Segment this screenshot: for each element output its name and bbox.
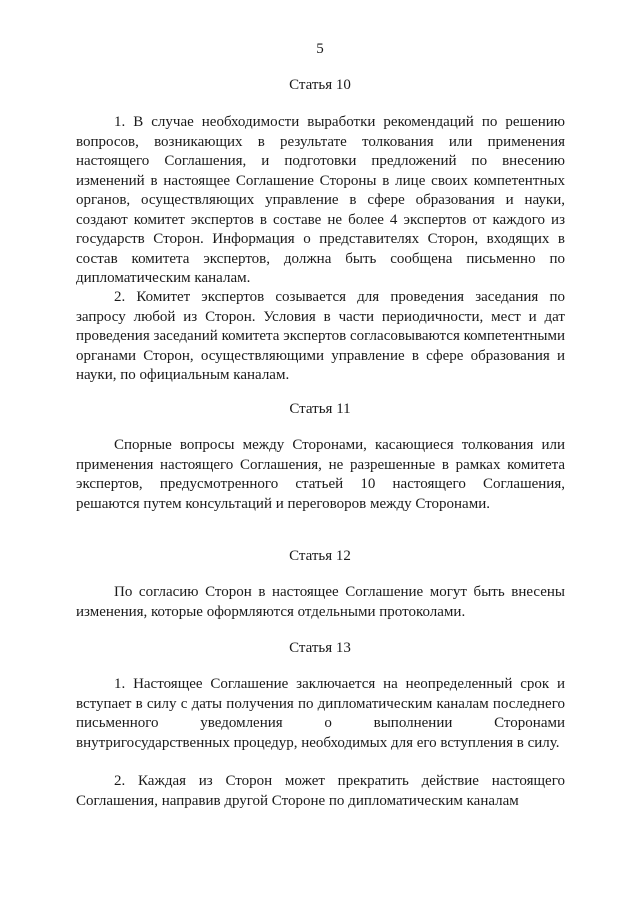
article-11-paragraph-1: Спорные вопросы между Сторонами, касающиеся толкования или применения настоящего Соглашения, не разрешенные в рамках комитета экспертов, предусмотренного статьей 10 настоящего Соглашения, решаются путем консультаций и переговоров между Сторонами. — [76, 437, 565, 512]
article-10-paragraph-2: 2. Комитет экспертов созывается для проведения заседания по запросу любой из Сторон. Условия в части периодичности, мест и дат проведения заседаний комитета экспертов согласовываются компетентными органами Сторон, осуществляющими управление в сфере образования и науки, по официальным каналам. — [76, 289, 565, 383]
article-12-paragraph-1: По согласию Сторон в настоящее Соглашение могут быть внесены изменения, которые оформляются отдельными протоколами. — [76, 584, 565, 620]
article-12-heading: Статья 12 — [289, 548, 351, 564]
article-13-paragraph-1: 1. Настоящее Соглашение заключается на неопределенный срок и вступает в силу с даты получения по дипломатическим каналам последнего письменного уведомления о выполнении Сторонами внутригосударственных процедур, необходимых для его вступления в силу. — [76, 676, 565, 751]
article-10-paragraph-1: 1. В случае необходимости выработки рекомендаций по решению вопросов, возникающих в результате толкования или применения настоящего Соглашения, и подготовки предложений по внесению изменений в настоящее Соглашение Стороны в лице своих компетентных органов, осуществляющих управление в сфере образования и науки, создают комитет экспертов в составе не более 4 экспертов от каждого из государств Сторон. Информация о представителях Сторон, входящих в состав комитета экспертов, должна быть сообщена письменно по дипломатическим каналам. — [76, 114, 565, 286]
article-11-heading: Статья 11 — [289, 401, 351, 417]
article-13-paragraph-2: 2. Каждая из Сторон может прекратить действие настоящего Соглашения, направив другой Стороне по дипломатическим каналам — [76, 773, 565, 809]
article-13-heading: Статья 13 — [289, 640, 351, 656]
page-number: 5 — [316, 41, 324, 57]
article-10-heading: Статья 10 — [289, 77, 351, 93]
